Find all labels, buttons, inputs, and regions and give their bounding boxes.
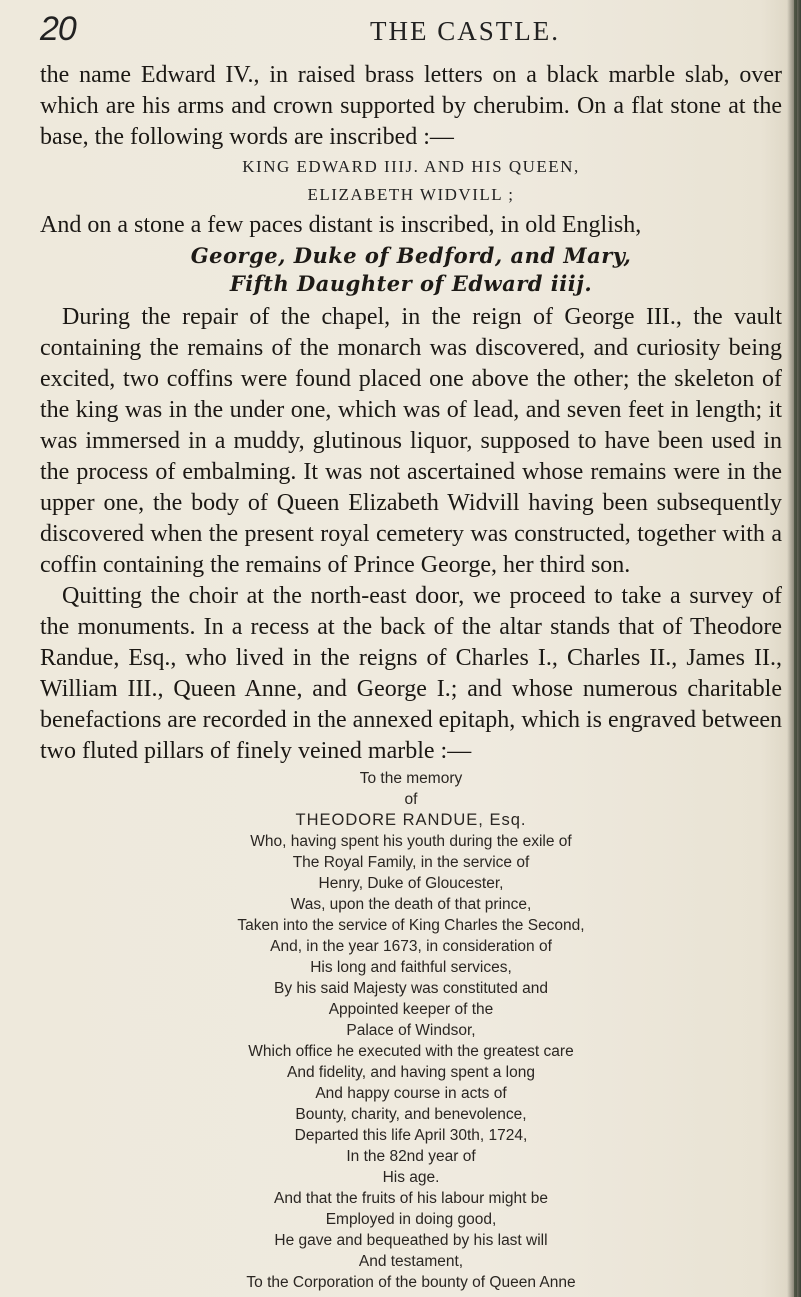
epitaph-line: In the 82nd year of <box>346 1148 476 1165</box>
epitaph-line: Who, having spent his youth during the exile of <box>250 833 572 850</box>
epitaph-block <box>40 768 782 1293</box>
running-head <box>40 10 780 50</box>
epitaph-line: Palace of Windsor, <box>346 1022 476 1039</box>
old-english-intro: And on a stone a few paces distant is inscribed, in old English, <box>40 212 642 238</box>
paragraph-choir: Quitting the choir at the north-east door, we proceed to take a survey of the monuments. In a recess at the back of the altar stands that of Theodore Randue, Esq., who lived in the reigns of Charles I., Charles II., James II., William III., Queen Anne, and George I.; and whose numerous charitable benefactions are recorded in the annexed epitaph, which is engraved between two fluted pillars of finely veined marble :— <box>40 583 782 764</box>
epitaph-line: Was, upon the death of that prince, <box>290 896 532 913</box>
epitaph-line: Bounty, charity, and benevolence, <box>295 1106 527 1123</box>
epitaph-line: And fidelity, and having spent a long <box>287 1064 535 1081</box>
epitaph-line: Taken into the service of King Charles the Second, <box>237 917 585 934</box>
old-english-line-2: Fifth Daughter of Edward iiij. <box>229 271 593 296</box>
epitaph-line: And happy course in acts of <box>315 1085 507 1102</box>
page-number: 20 <box>40 10 76 48</box>
epitaph-line: And that the fruits of his labour might be <box>274 1190 548 1207</box>
inscription-line-2: ELIZABETH WIDVILL ; <box>307 185 515 204</box>
intro-paragraph-block <box>40 60 782 153</box>
epitaph-line: Employed in doing good, <box>325 1211 497 1228</box>
old-english-inscription <box>40 242 782 298</box>
epitaph-line: Henry, Duke of Gloucester, <box>318 875 504 892</box>
epitaph-line: And, in the year 1673, in consideration of <box>270 938 552 955</box>
epitaph-line: To the memory <box>359 770 463 787</box>
epitaph-line: Appointed keeper of the <box>328 1001 494 1018</box>
epitaph-line: Which office he executed with the greatest care <box>248 1043 574 1060</box>
epitaph-line: He gave and bequeathed by his last will <box>274 1232 548 1249</box>
epitaph-line: The Royal Family, in the service of <box>292 854 530 871</box>
paragraph-repair: During the repair of the chapel, in the reign of George III., the vault containing the remains of the monarch was discovered, and curiosity being excited, two coffins were found placed one above the other; the skeleton of the king was in the under one, which was of lead, and seven feet in length; it was immersed in a muddy, glutinous liquor, supposed to have been used in the process of embalming. It was not ascertained whose remains were in the upper one, the body of Queen Elizabeth Widvill having been subsequently discovered when the present royal cemetery was constructed, together with a coffin containing the remains of Prince George, her third son. <box>40 304 782 578</box>
old-english-intro-block <box>40 210 782 241</box>
inscription-line-1: KING EDWARD IIIJ. AND HIS QUEEN, <box>242 157 580 176</box>
running-title: THE CASTLE. <box>370 16 560 46</box>
epitaph-name-line: THEODORE RANDUE, Esq. <box>295 811 527 829</box>
epitaph-line: His long and faithful services, <box>310 959 512 976</box>
epitaph-line: His age. <box>382 1169 440 1186</box>
page-edge-binding <box>794 0 797 1297</box>
intro-paragraph: the name Edward IV., in raised brass letters on a black marble slab, over which are his arms and crown supported by cherubim. On a flat stone at the base, the following words are inscribed :— <box>40 62 782 150</box>
inscription-block <box>40 153 782 209</box>
epitaph-line: To the Corporation of the bounty of Queen Anne <box>246 1274 576 1291</box>
epitaph-line: By his said Majesty was constituted and <box>274 980 548 997</box>
epitaph-line: Departed this life April 30th, 1724, <box>294 1127 528 1144</box>
epitaph-line: of <box>404 791 418 808</box>
old-english-line-1: George, Duke of Bedford, and Mary, <box>190 243 632 268</box>
epitaph-line: And testament, <box>358 1253 464 1270</box>
main-paragraphs <box>40 302 782 767</box>
